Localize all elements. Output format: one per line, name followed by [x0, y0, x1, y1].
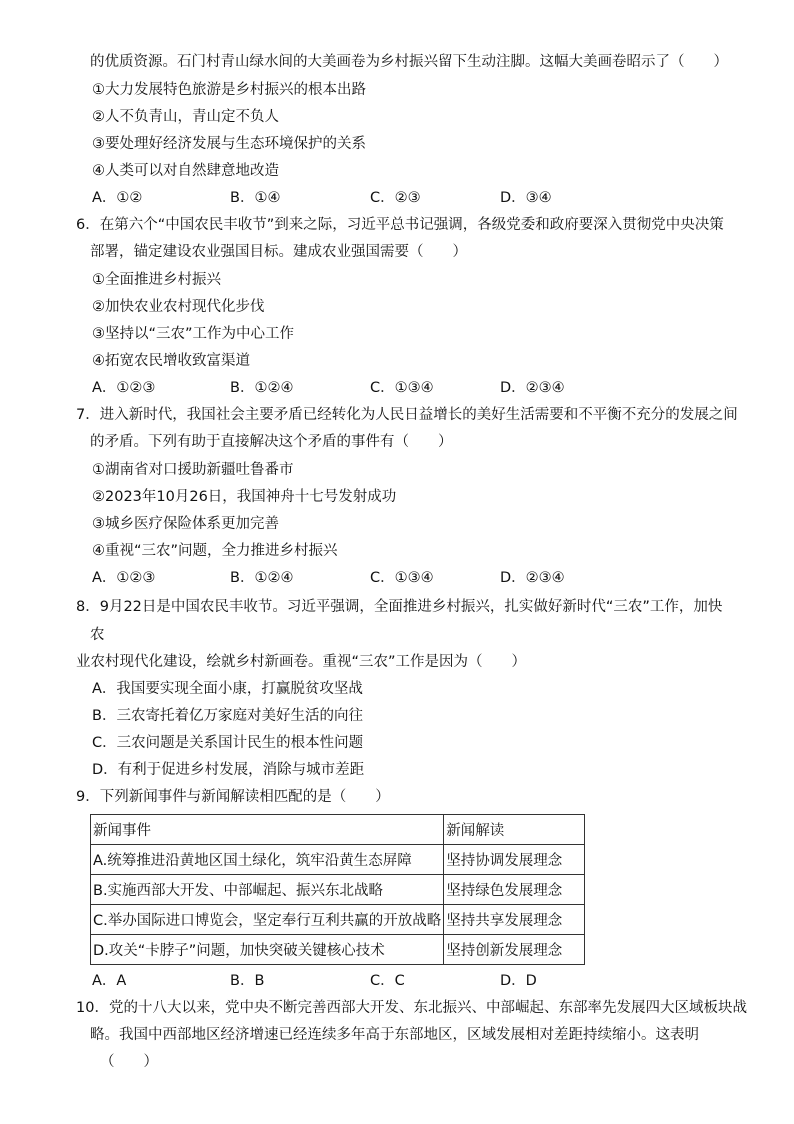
q7-option-d: D．②③④ [500, 570, 565, 586]
q6-option-c: C．①③④ [370, 380, 434, 396]
q7-option-c: C．①③④ [370, 570, 434, 586]
q8-option-d: D．有利于促进乡村发展，消除与城市差距 [92, 762, 365, 778]
q9-option-d: D．D [500, 973, 537, 989]
q9-option-c: C．C [370, 973, 405, 989]
q6-item-2: ②加快农业农村现代化步伐 [92, 299, 265, 315]
q7-item-4: ④重视“三农”问题，全力推进乡村振兴 [92, 543, 338, 559]
q6-item-1: ①全面推进乡村振兴 [92, 272, 221, 288]
q5-option-b: B．①④ [230, 190, 281, 206]
q9-stem: 9．下列新闻事件与新闻解读相匹配的是（ ） [76, 789, 390, 805]
table-cell-event: A.统筹推进沿黄地区国土绿化，筑牢沿黄生态屏障 [91, 845, 444, 875]
q10-stem-line-1: 10．党的十八大以来，党中央不断完善西部大开发、东北振兴、中部崛起、东部率先发展四大区域板块战 [76, 1000, 747, 1016]
table-cell-interpretation: 坚持共享发展理念 [444, 905, 585, 935]
q5-stem-tail: 的优质资源。石门村青山绿水间的大美画卷为乡村振兴留下生动注脚。这幅大美画卷昭示了（ ） [90, 54, 728, 70]
table-row [91, 905, 585, 935]
q7-option-a: A．①②③ [92, 570, 156, 586]
q7-stem-line-2: 的矛盾。下列有助于直接解决这个矛盾的事件有（ ） [90, 434, 453, 450]
q8-option-a: A．我国要实现全面小康，打赢脱贫攻坚战 [92, 681, 363, 697]
q8-stem-line-1: 8．9月22日是中国农民丰收节。习近平强调，全面推进乡村振兴，扎实做好新时代“三农”工作，加快 [76, 599, 723, 615]
table-row [91, 845, 585, 875]
q5-option-a: A．①② [92, 190, 143, 206]
table-header-row [91, 815, 585, 845]
q6-stem-line-2: 部署，锚定建设农业强国目标。建成农业强国需要（ ） [90, 244, 467, 260]
q8-stem-line-3: 业农村现代化建设，绘就乡村新画卷。重视“三农”工作是因为（ ） [76, 654, 527, 670]
q6-option-a: A．①②③ [92, 380, 156, 396]
q7-item-2: ②2023年10月26日，我国神舟十七号发射成功 [92, 489, 397, 505]
table-header-event: 新闻事件 [91, 815, 444, 845]
q6-item-3: ③坚持以“三农”工作为中心工作 [92, 326, 295, 342]
table-header-interpretation: 新闻解读 [444, 815, 585, 845]
q6-option-d: D．②③④ [500, 380, 565, 396]
q5-item-2: ②人不负青山，青山定不负人 [92, 109, 279, 125]
q8-stem-line-2: 农 [90, 627, 105, 643]
table-row [91, 935, 585, 965]
table-cell-event: D.攻关“卡脖子”问题，加快突破关键核心技术 [91, 935, 444, 965]
table-cell-event: C.举办国际进口博览会，坚定奉行互利共赢的开放战略 [91, 905, 444, 935]
q6-item-4: ④拓宽农民增收致富渠道 [92, 353, 250, 369]
q5-option-d: D．③④ [500, 190, 552, 206]
q5-item-1: ①大力发展特色旅游是乡村振兴的根本出路 [92, 82, 366, 98]
q10-stem-line-2: 略。我国中西部地区经济增速已经连续多年高于东部地区，区域发展相对差距持续缩小。这表明 [90, 1027, 699, 1043]
q6-stem-line-1: 6．在第六个“中国农民丰收节”到来之际，习近平总书记强调，各级党委和政府要深入贯彻党中央决策 [76, 217, 724, 233]
q5-item-4: ④人类可以对自然肆意地改造 [92, 163, 279, 179]
q9-option-b: B．B [230, 973, 265, 989]
table-row [91, 875, 585, 905]
q7-stem-line-1: 7．进入新时代，我国社会主要矛盾已经转化为人民日益增长的美好生活需要和不平衡不充分的发展之间 [76, 407, 738, 423]
q9-option-a: A．A [92, 973, 127, 989]
q10-answer-bracket: （ ） [100, 1054, 158, 1070]
table-cell-event: B.实施西部大开发、中部崛起、振兴东北战略 [91, 875, 444, 905]
q6-option-b: B．①②④ [230, 380, 294, 396]
q8-option-c: C．三农问题是关系国计民生的根本性问题 [92, 735, 364, 751]
table-cell-interpretation: 坚持创新发展理念 [444, 935, 585, 965]
q5-item-3: ③要处理好经济发展与生态环境保护的关系 [92, 136, 366, 152]
q7-item-1: ①湖南省对口援助新疆吐鲁番市 [92, 462, 294, 478]
q7-option-b: B．①②④ [230, 570, 294, 586]
news-table [90, 814, 585, 965]
q5-option-c: C．②③ [370, 190, 421, 206]
table-cell-interpretation: 坚持绿色发展理念 [444, 875, 585, 905]
q8-option-b: B．三农寄托着亿万家庭对美好生活的向往 [92, 708, 363, 724]
table-cell-interpretation: 坚持协调发展理念 [444, 845, 585, 875]
q7-item-3: ③城乡医疗保险体系更加完善 [92, 516, 279, 532]
